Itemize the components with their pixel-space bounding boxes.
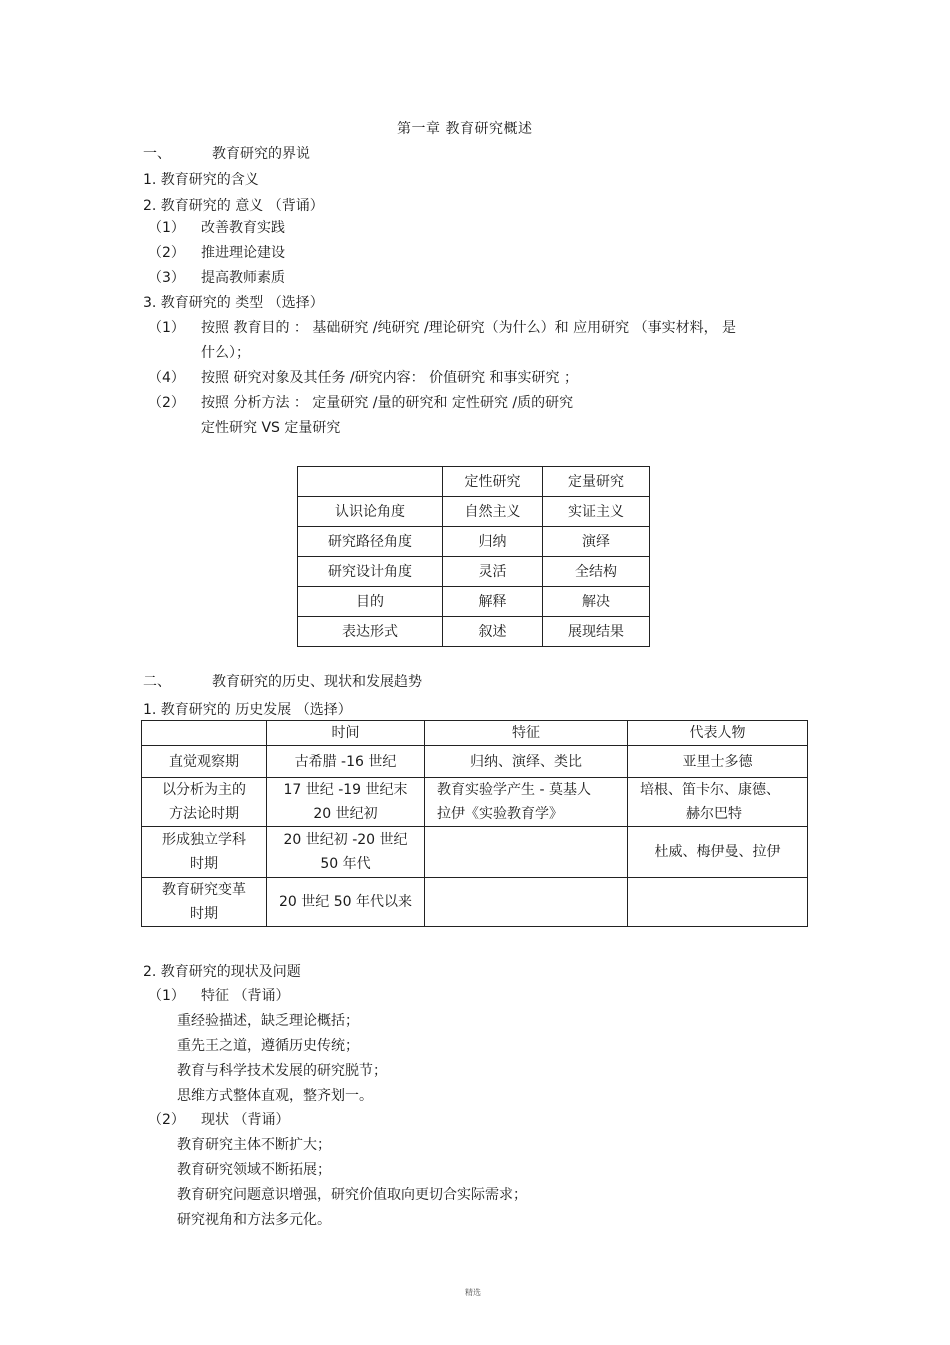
list-item-label: 现状 （背诵） [201,1112,290,1128]
table-cell [628,878,808,927]
subsection-heading: 2. 教育研究的现状及问题 [143,964,301,980]
list-item: 推进理论建设 [201,245,285,261]
table-cell: 归纳 [443,527,543,557]
table-cell: 古希腊 -16 世纪 [267,746,425,778]
table-cell [425,827,628,878]
table-row [142,878,808,927]
table-row [298,587,650,617]
list-item: 提高教师素质 [201,270,285,286]
table-cell: 解释 [443,587,543,617]
list-item: 教育研究领域不断拓展； [177,1162,331,1178]
subsection-heading: 1. 教育研究的含义 [143,172,259,188]
table-cell [142,878,267,927]
table-cell [267,778,425,827]
subsection-heading: 3. 教育研究的 类型 （选择） [143,295,324,311]
table-cell: 表达形式 [298,617,443,647]
cell-line: 时期 [190,856,218,872]
table-cell: 杜威、梅伊曼、拉伊 [628,827,808,878]
list-number: （2） [148,395,185,411]
table-cell: 目的 [298,587,443,617]
table-cell [142,778,267,827]
chapter-title: 第一章 教育研究概述 [397,121,533,137]
subsection-heading: 1. 教育研究的 历史发展 （选择） [143,702,352,718]
cell-line: 教育实验学产生 - 莫基人 [437,782,591,798]
table-row [298,617,650,647]
list-item: 按照 研究对象及其任务 /研究内容： 价值研究 和事实研究 ； [201,370,578,386]
table-cell: 实证主义 [543,497,650,527]
table-row [298,557,650,587]
history-table [141,720,808,927]
cell-line: 20 世纪初 [313,806,378,822]
list-item-label: 特征 （背诵） [201,988,290,1004]
cell-line: 以分析为主的 [162,782,246,798]
table-cell: 研究设计角度 [298,557,443,587]
page-footer: 精选 [465,1288,481,1297]
table-header-cell: 定量研究 [543,467,650,497]
list-number: （3） [148,270,185,286]
cell-line: 赫尔巴特 [686,806,742,822]
list-item: 重经验描述，缺乏理论概括； [177,1013,359,1029]
cell-line: 17 世纪 -19 世纪末 [283,782,408,798]
table-cell: 演绎 [543,527,650,557]
cell-line: 教育研究变革 [162,882,246,898]
list-item: 教育研究主体不断扩大； [177,1137,331,1153]
section-number: 二、 [143,674,171,690]
section-number: 一、 [143,146,171,162]
table-header-cell [298,467,443,497]
table-cell: 认识论角度 [298,497,443,527]
cell-line: 培根、笛卡尔、康德、 [640,782,780,798]
table-cell: 20 世纪 50 年代以来 [267,878,425,927]
list-number: （2） [148,1112,185,1128]
table-cell: 全结构 [543,557,650,587]
table-header-cell: 定性研究 [443,467,543,497]
table-cell: 解决 [543,587,650,617]
table-header-cell: 特征 [425,721,628,746]
table-header-cell [142,721,267,746]
table-cell [142,827,267,878]
list-number: （1） [148,988,185,1004]
list-item: 研究视角和方法多元化。 [177,1212,331,1228]
list-number: （1） [148,320,185,336]
table-cell: 叙述 [443,617,543,647]
table-cell [267,827,425,878]
list-item: 思维方式整体直观，整齐划一。 [177,1088,373,1104]
table-cell: 研究路径角度 [298,527,443,557]
cell-line: 20 世纪初 -20 世纪 [283,832,408,848]
table-header-row [298,467,650,497]
cell-line: 50 年代 [320,856,371,872]
list-item: 教育与科学技术发展的研究脱节； [177,1063,387,1079]
table-cell: 灵活 [443,557,543,587]
list-item: 按照 教育目的 ： 基础研究 /纯研究 /理论研究（为什么）和 应用研究 （事实材料， 是 [201,320,737,336]
cell-line: 形成独立学科 [162,832,246,848]
table-cell: 自然主义 [443,497,543,527]
cell-line: 时期 [190,906,218,922]
table-header-cell: 时间 [267,721,425,746]
cell-line: 方法论时期 [169,806,239,822]
section-heading: 教育研究的历史、现状和发展趋势 [212,674,422,690]
list-item: 按照 分析方法 ： 定量研究 /量的研究和 定性研究 /质的研究 [201,395,574,411]
subsection-heading: 2. 教育研究的 意义 （背诵） [143,198,324,214]
table-cell: 亚里士多德 [628,746,808,778]
list-item: 改善教育实践 [201,220,285,236]
section-heading: 教育研究的界说 [212,146,310,162]
list-number: （4） [148,370,185,386]
table-row [142,827,808,878]
list-item: 重先王之道，遵循历史传统； [177,1038,359,1054]
table-row [142,746,808,778]
comparison-caption: 定性研究 VS 定量研究 [201,420,341,436]
cell-line: 拉伊《实验教育学》 [437,806,563,822]
table-cell [425,878,628,927]
list-item: 教育研究问题意识增强，研究价值取向更切合实际需求； [177,1187,527,1203]
table-row [142,778,808,827]
table-cell [425,778,628,827]
table-cell [628,778,808,827]
list-number: （2） [148,245,185,261]
table-cell: 直觉观察期 [142,746,267,778]
list-item-continuation: 什么）； [201,345,250,361]
list-number: （1） [148,220,185,236]
table-cell: 展现结果 [543,617,650,647]
comparison-table [297,466,650,647]
table-cell: 归纳、演绎、类比 [425,746,628,778]
table-row [298,497,650,527]
table-header-cell: 代表人物 [628,721,808,746]
table-row [298,527,650,557]
table-header-row [142,721,808,746]
